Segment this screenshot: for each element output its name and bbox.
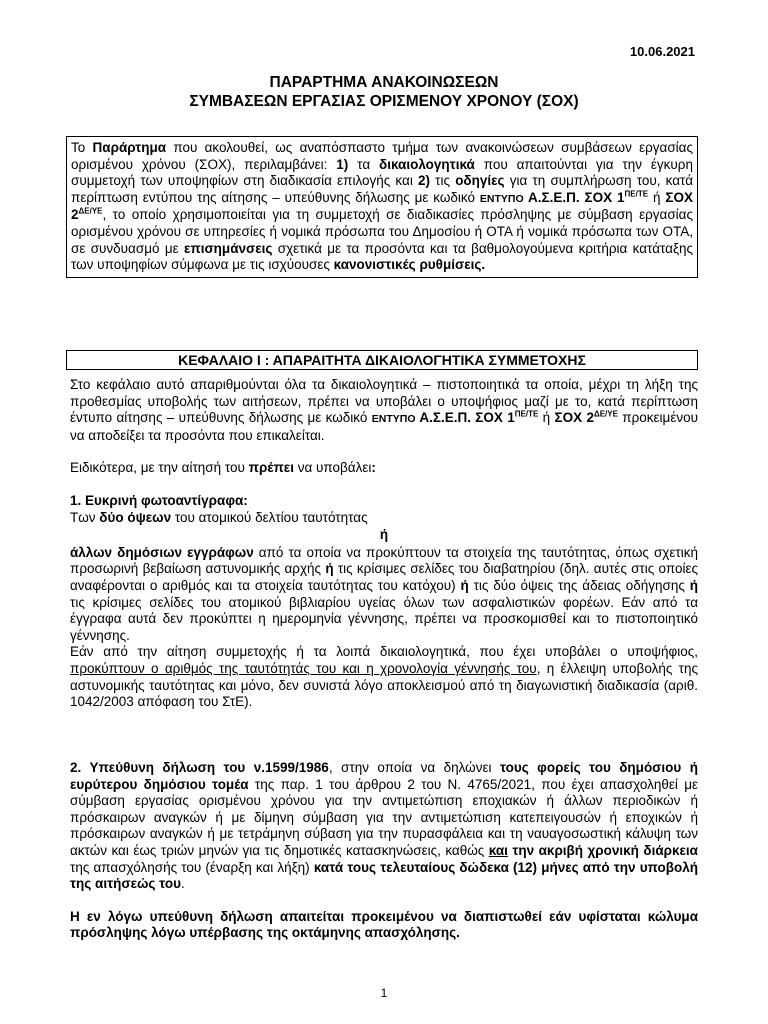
item-2 (70, 760, 698, 942)
page-number: 1 (380, 986, 388, 1000)
item-1-or: ή (379, 527, 389, 543)
intro-paragraph: Το Παράρτημα που ακολουθεί, ως αναπόσπαστο τμήμα των ανακοινώσεων συμβάσεων εργασίας ορισμένου χρόνου (ΣΟΧ), περιλαμβάνει: 1) τα δικαιολογητικά που απαιτούνται για την έγκυρη συμμετοχή των υποψηφίων στη διαδικασία επιλογής και 2) τις οδηγίες για τη συμπλήρωση του, κατά περίπτωση εντύπου της αίτησης – υπεύθυνης δήλωσης με κωδικό ΕΝΤΥΠΟ Α.Σ.Ε.Π. ΣΟΧ $1^{\Pi E/TE}$ ή ΣΟΧ $2^{\Delta E/\Upsilon E}$, το οποίο χρησιμοποιείται για τη συμμετοχή σε διαδικασίες πρόσληψης με σύμβαση εργασίας ορισμένου χρόνου σε υπηρεσίες ή νομικά πρόσωπα του Δημοσίου ή ΟΤΑ ή νομικά πρόσωπα των ΟΤΑ, σε συνδυασμό με επισημάνσεις σχετικά με τα προσόντα και τα βαθμολογούμενα κριτήρια κατάταξης των υποψηφίων σύμφωνα με τις ισχύουσες κανονιστικές ρυθμίσεις. (71, 140, 694, 273)
chapter-intro (70, 377, 698, 444)
item-2-note: Η εν λόγω υπεύθυνη δήλωση απαιτείται προκειμένου να διαπιστωθεί εάν υφίσταται κώλυμα πρόσληψης λόγω υπέρβασης της οκτάμηνης απασχόλησης. (70, 908, 698, 941)
chapter-heading: ΚΕΦΑΛΑΙΟ Ι : ΑΠΑΡΑΙΤΗΤΑ ΔΙΚΑΙΟΛΟΓΗΤΙΚΑ ΣΥΜΜΕΤΟΧΗΣ (66, 350, 698, 370)
document-subtitle: ΣΥΜΒΑΣΕΩΝ ΕΡΓΑΣΙΑΣ ΟΡΙΣΜΕΝΟΥ ΧΡΟΝΟΥ (ΣΟΧ) (189, 93, 579, 110)
document-date: 10.06.2021 (629, 44, 695, 59)
item-1-heading: 1. Ευκρινή φωτοαντίγραφα: (70, 493, 248, 508)
item-1-other-documents: άλλων δημόσιων εγγράφων από τα οποία να προκύπτουν τα στοιχεία της ταυτότητας, όπως σχετική προσωρινή βεβαίωση αστυνομικής αρχής ή τις κρίσιμες σελίδες του διαβατηρίου (δηλ. αυτές στις οποίες αναφέρονται ο αριθμός και τα στοιχεία ταυτότητας του κατόχου) ή τις δύο όψεις της άδειας οδήγησης ή τις κρίσιμες σελίδες του ατομικού βιβλιαρίου υγείας όλων των ασφαλιστικών φορέων. Εάν από τα έγγραφα αυτά δεν προκύπτει η ημερομηνία γέννησης, πρέπει να προσκομισθεί και το πιστοποιητικό γέννησης. (70, 544, 698, 643)
item-1-exception: Εάν από την αίτηση συμμετοχής ή τα λοιπά δικαιολογητικά, που έχει υποβάλει ο υποψήφιος, προκύπτουν ο αριθμός της ταυτότητάς του και η χρονολογία γέννησής του, η έλλειψη υποβολής της αστυνομικής ταυτότητας και μόνο, δεν συνιστά λόγο αποκλεισμού από τη διαγωνιστική διαδικασία (αριθ. 1042/2003 απόφαση του ΣτΕ). (70, 644, 698, 710)
item-1 (70, 493, 698, 711)
specific-intro: Ειδικότερα, με την αίτησή του πρέπει να υποβάλει: (70, 460, 376, 475)
item-2-paragraph: 2. Υπεύθυνη δήλωση του ν.1599/1986, στην οποία να δηλώνει τους φορείς του δημόσιου ή ευρύτερου δημόσιου τομέα της παρ. 1 του άρθρου 2 του Ν. 4765/2021, που έχει απασχοληθεί με σύμβαση εργασίας ορισμένου χρόνου για την αντιμετώπιση εποχιακών ή άλλων περιοδικών ή πρόσκαιρων αναγκών ή με δίμηνη σύμβαση για την αντιμετώπιση κατεπειγουσών ή εποχικών ή πρόσκαιρων αναγκών ή με τετράμηνη σύβαση για την πυρασφάλεια και τη ναυαγοσωστική κάλυψη των ακτών και έως τριών μηνών για τις δημοτικές κατασκηνώσεις, καθώς και την ακριβή χρονική διάρκεια της απασχόλησής του (έναρξη και λήξη) κατά τους τελευταίους δώδεκα (12) μήνες από την υποβολή της αιτήσεώς του. (70, 760, 698, 892)
intro-box (66, 136, 698, 278)
item-1-id-card: Των δύο όψεων του ατομικού δελτίου ταυτότητας (70, 509, 368, 525)
document-title: ΠΑΡΑΡΤΗΜΑ ΑΝΑΚΟΙΝΩΣΕΩΝ (269, 74, 499, 91)
chapter-intro-paragraph: Στο κεφάλαιο αυτό απαριθμούνται όλα τα δικαιολογητικά – πιστοποιητικά τα οποία, μέχρι τη λήξη της προθεσμίας υποβολής των αιτήσεων, πρέπει να υποβάλει ο υποψήφιος μαζί με το, κατά περίπτωση έντυπο αίτησης – υπεύθυνης δήλωσης με κωδικό ΕΝΤΥΠΟ Α.Σ.Ε.Π. ΣΟΧ $1^{\Pi E/TE}$ ή ΣΟΧ $2^{\Delta E/\Upsilon E}$ προκειμένου να αποδείξει τα προσόντα που επικαλείται. (70, 377, 698, 443)
